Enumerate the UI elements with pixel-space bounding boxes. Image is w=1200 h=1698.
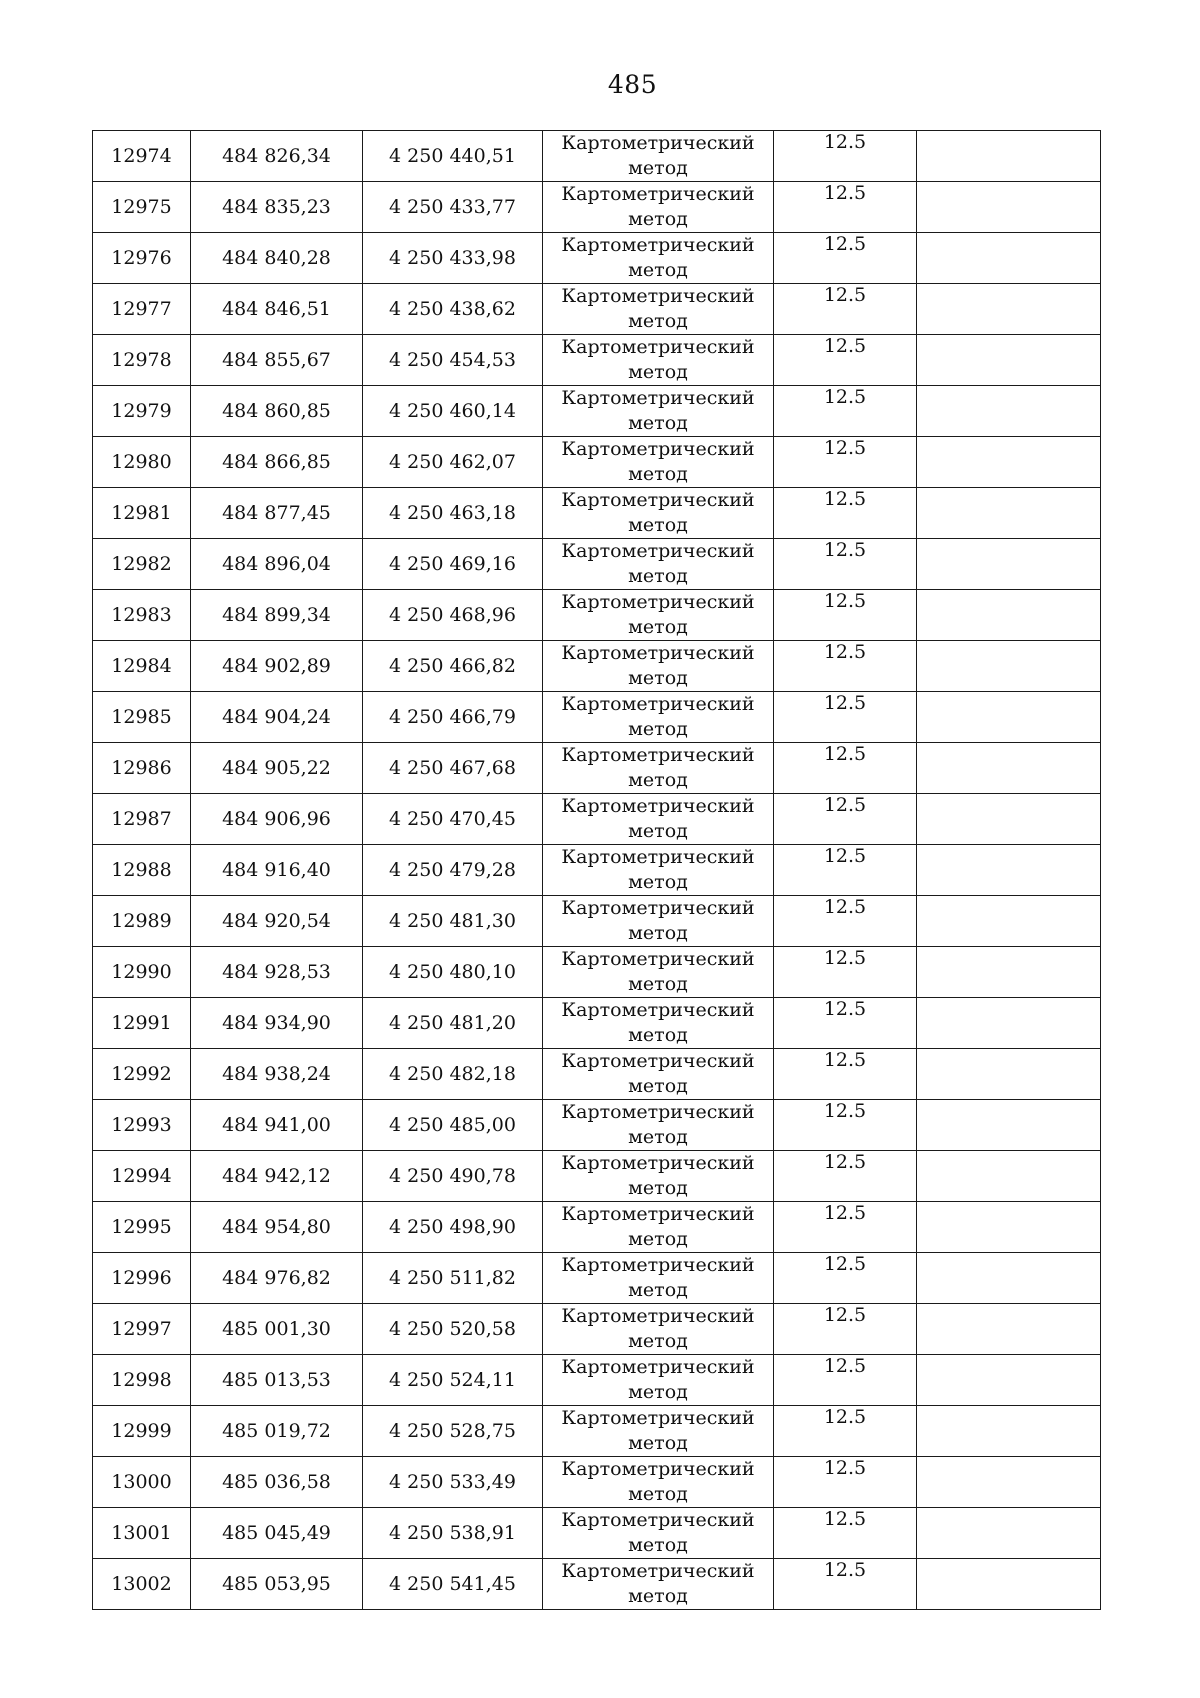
method-line-2: метод [628, 1279, 688, 1301]
method-line-2: метод [628, 157, 688, 179]
accuracy-cell: 12.5 [774, 539, 917, 590]
method-line-2: метод [628, 871, 688, 893]
point-number-cell: 12974 [93, 131, 191, 182]
x-coordinate-cell: 484 826,34 [191, 131, 363, 182]
method-line-1: Картометрический [561, 336, 755, 358]
x-coordinate-cell: 484 905,22 [191, 743, 363, 794]
method-cell [543, 641, 774, 692]
y-coordinate-cell: 4 250 533,49 [363, 1457, 543, 1508]
note-cell [917, 437, 1101, 488]
y-coordinate-cell: 4 250 480,10 [363, 947, 543, 998]
method-line-2: метод [628, 1075, 688, 1097]
accuracy-cell: 12.5 [774, 692, 917, 743]
method-cell [543, 947, 774, 998]
table-row [93, 845, 1101, 896]
method-cell [543, 1304, 774, 1355]
method-line-1: Картометрический [561, 1254, 755, 1276]
method-cell [543, 1253, 774, 1304]
point-number-cell: 12983 [93, 590, 191, 641]
note-cell [917, 641, 1101, 692]
accuracy-cell: 12.5 [774, 1457, 917, 1508]
coordinates-table-body [93, 131, 1101, 1610]
x-coordinate-cell: 484 920,54 [191, 896, 363, 947]
accuracy-cell: 12.5 [774, 1304, 917, 1355]
point-number-cell: 13001 [93, 1508, 191, 1559]
accuracy-cell: 12.5 [774, 947, 917, 998]
point-number-cell: 12978 [93, 335, 191, 386]
y-coordinate-cell: 4 250 460,14 [363, 386, 543, 437]
method-cell [543, 131, 774, 182]
y-coordinate-cell: 4 250 511,82 [363, 1253, 543, 1304]
point-number-cell: 13000 [93, 1457, 191, 1508]
table-row [93, 1355, 1101, 1406]
x-coordinate-cell: 484 976,82 [191, 1253, 363, 1304]
table-row [93, 131, 1101, 182]
y-coordinate-cell: 4 250 528,75 [363, 1406, 543, 1457]
point-number-cell: 12986 [93, 743, 191, 794]
method-line-1: Картометрический [561, 1458, 755, 1480]
x-coordinate-cell: 484 938,24 [191, 1049, 363, 1100]
method-line-2: метод [628, 1381, 688, 1403]
method-cell [543, 182, 774, 233]
point-number-cell: 12977 [93, 284, 191, 335]
accuracy-cell: 12.5 [774, 488, 917, 539]
y-coordinate-cell: 4 250 524,11 [363, 1355, 543, 1406]
accuracy-cell: 12.5 [774, 335, 917, 386]
y-coordinate-cell: 4 250 463,18 [363, 488, 543, 539]
x-coordinate-cell: 484 860,85 [191, 386, 363, 437]
method-line-1: Картометрический [561, 897, 755, 919]
accuracy-cell: 12.5 [774, 131, 917, 182]
point-number-cell: 12993 [93, 1100, 191, 1151]
y-coordinate-cell: 4 250 433,77 [363, 182, 543, 233]
point-number-cell: 12988 [93, 845, 191, 896]
table-row [93, 1304, 1101, 1355]
x-coordinate-cell: 485 036,58 [191, 1457, 363, 1508]
table-row [93, 233, 1101, 284]
point-number-cell: 12976 [93, 233, 191, 284]
table-row [93, 1457, 1101, 1508]
table-row [93, 335, 1101, 386]
y-coordinate-cell: 4 250 468,96 [363, 590, 543, 641]
note-cell [917, 947, 1101, 998]
method-cell [543, 1457, 774, 1508]
y-coordinate-cell: 4 250 538,91 [363, 1508, 543, 1559]
method-line-2: метод [628, 208, 688, 230]
method-cell [543, 335, 774, 386]
x-coordinate-cell: 484 846,51 [191, 284, 363, 335]
method-line-2: метод [628, 973, 688, 995]
method-line-2: метод [628, 310, 688, 332]
coordinates-table [92, 130, 1101, 1610]
y-coordinate-cell: 4 250 454,53 [363, 335, 543, 386]
x-coordinate-cell: 484 840,28 [191, 233, 363, 284]
point-number-cell: 12981 [93, 488, 191, 539]
method-line-1: Картометрический [561, 1050, 755, 1072]
method-cell [543, 896, 774, 947]
method-line-2: метод [628, 1177, 688, 1199]
note-cell [917, 386, 1101, 437]
point-number-cell: 12992 [93, 1049, 191, 1100]
note-cell [917, 1457, 1101, 1508]
point-number-cell: 12989 [93, 896, 191, 947]
accuracy-cell: 12.5 [774, 1253, 917, 1304]
accuracy-cell: 12.5 [774, 233, 917, 284]
method-cell [543, 386, 774, 437]
method-cell [543, 1049, 774, 1100]
accuracy-cell: 12.5 [774, 998, 917, 1049]
table-row [93, 1406, 1101, 1457]
table-row [93, 692, 1101, 743]
method-cell [543, 743, 774, 794]
x-coordinate-cell: 484 835,23 [191, 182, 363, 233]
method-cell [543, 539, 774, 590]
accuracy-cell: 12.5 [774, 437, 917, 488]
x-coordinate-cell: 484 896,04 [191, 539, 363, 590]
x-coordinate-cell: 485 001,30 [191, 1304, 363, 1355]
point-number-cell: 12979 [93, 386, 191, 437]
method-line-2: метод [628, 1483, 688, 1505]
method-line-2: метод [628, 361, 688, 383]
method-cell [543, 437, 774, 488]
note-cell [917, 1406, 1101, 1457]
table-row [93, 998, 1101, 1049]
accuracy-cell: 12.5 [774, 1151, 917, 1202]
method-line-1: Картометрический [561, 744, 755, 766]
table-row [93, 590, 1101, 641]
point-number-cell: 12998 [93, 1355, 191, 1406]
method-line-1: Картометрический [561, 1407, 755, 1429]
accuracy-cell: 12.5 [774, 590, 917, 641]
x-coordinate-cell: 484 934,90 [191, 998, 363, 1049]
accuracy-cell: 12.5 [774, 1100, 917, 1151]
method-cell [543, 1508, 774, 1559]
method-cell [543, 488, 774, 539]
y-coordinate-cell: 4 250 433,98 [363, 233, 543, 284]
table-row [93, 1508, 1101, 1559]
y-coordinate-cell: 4 250 490,78 [363, 1151, 543, 1202]
y-coordinate-cell: 4 250 520,58 [363, 1304, 543, 1355]
table-row [93, 386, 1101, 437]
method-line-2: метод [628, 616, 688, 638]
method-cell [543, 998, 774, 1049]
x-coordinate-cell: 485 013,53 [191, 1355, 363, 1406]
x-coordinate-cell: 485 053,95 [191, 1559, 363, 1610]
accuracy-cell: 12.5 [774, 1202, 917, 1253]
note-cell [917, 182, 1101, 233]
method-line-1: Картометрический [561, 999, 755, 1021]
method-cell [543, 1355, 774, 1406]
table-row [93, 794, 1101, 845]
method-cell [543, 845, 774, 896]
note-cell [917, 743, 1101, 794]
method-line-2: метод [628, 1330, 688, 1352]
x-coordinate-cell: 484 941,00 [191, 1100, 363, 1151]
y-coordinate-cell: 4 250 541,45 [363, 1559, 543, 1610]
x-coordinate-cell: 484 928,53 [191, 947, 363, 998]
y-coordinate-cell: 4 250 440,51 [363, 131, 543, 182]
x-coordinate-cell: 484 902,89 [191, 641, 363, 692]
table-row [93, 488, 1101, 539]
method-cell [543, 1202, 774, 1253]
method-cell [543, 1406, 774, 1457]
note-cell [917, 1253, 1101, 1304]
table-row [93, 1202, 1101, 1253]
method-line-1: Картометрический [561, 846, 755, 868]
y-coordinate-cell: 4 250 462,07 [363, 437, 543, 488]
method-line-2: метод [628, 412, 688, 434]
method-line-1: Картометрический [561, 540, 755, 562]
table-row [93, 641, 1101, 692]
table-row [93, 539, 1101, 590]
method-line-1: Картометрический [561, 1509, 755, 1531]
y-coordinate-cell: 4 250 470,45 [363, 794, 543, 845]
point-number-cell: 12991 [93, 998, 191, 1049]
note-cell [917, 1355, 1101, 1406]
method-line-1: Картометрический [561, 948, 755, 970]
method-line-2: метод [628, 1126, 688, 1148]
note-cell [917, 1304, 1101, 1355]
method-line-1: Картометрический [561, 693, 755, 715]
note-cell [917, 539, 1101, 590]
table-row [93, 437, 1101, 488]
accuracy-cell: 12.5 [774, 743, 917, 794]
x-coordinate-cell: 485 045,49 [191, 1508, 363, 1559]
note-cell [917, 488, 1101, 539]
method-line-2: метод [628, 463, 688, 485]
method-cell [543, 284, 774, 335]
note-cell [917, 284, 1101, 335]
y-coordinate-cell: 4 250 438,62 [363, 284, 543, 335]
y-coordinate-cell: 4 250 482,18 [363, 1049, 543, 1100]
method-line-2: метод [628, 1432, 688, 1454]
y-coordinate-cell: 4 250 485,00 [363, 1100, 543, 1151]
accuracy-cell: 12.5 [774, 1406, 917, 1457]
method-line-1: Картометрический [561, 591, 755, 613]
method-line-1: Картометрический [561, 795, 755, 817]
point-number-cell: 12997 [93, 1304, 191, 1355]
method-line-2: метод [628, 1585, 688, 1607]
y-coordinate-cell: 4 250 481,30 [363, 896, 543, 947]
method-line-2: метод [628, 514, 688, 536]
table-row [93, 1559, 1101, 1610]
x-coordinate-cell: 484 942,12 [191, 1151, 363, 1202]
note-cell [917, 1508, 1101, 1559]
table-row [93, 1151, 1101, 1202]
accuracy-cell: 12.5 [774, 1508, 917, 1559]
y-coordinate-cell: 4 250 469,16 [363, 539, 543, 590]
point-number-cell: 12995 [93, 1202, 191, 1253]
x-coordinate-cell: 484 904,24 [191, 692, 363, 743]
method-line-2: метод [628, 667, 688, 689]
method-line-1: Картометрический [561, 1356, 755, 1378]
accuracy-cell: 12.5 [774, 1355, 917, 1406]
accuracy-cell: 12.5 [774, 845, 917, 896]
table-row [93, 1253, 1101, 1304]
note-cell [917, 335, 1101, 386]
method-line-1: Картометрический [561, 438, 755, 460]
method-line-2: метод [628, 1534, 688, 1556]
note-cell [917, 1202, 1101, 1253]
method-line-1: Картометрический [561, 132, 755, 154]
x-coordinate-cell: 484 877,45 [191, 488, 363, 539]
x-coordinate-cell: 484 855,67 [191, 335, 363, 386]
y-coordinate-cell: 4 250 481,20 [363, 998, 543, 1049]
method-line-2: метод [628, 565, 688, 587]
method-line-2: метод [628, 718, 688, 740]
method-cell [543, 794, 774, 845]
accuracy-cell: 12.5 [774, 1049, 917, 1100]
point-number-cell: 12975 [93, 182, 191, 233]
method-cell [543, 233, 774, 284]
y-coordinate-cell: 4 250 498,90 [363, 1202, 543, 1253]
method-line-2: метод [628, 1024, 688, 1046]
method-cell [543, 1100, 774, 1151]
method-cell [543, 1559, 774, 1610]
accuracy-cell: 12.5 [774, 794, 917, 845]
note-cell [917, 131, 1101, 182]
note-cell [917, 1559, 1101, 1610]
table-row [93, 896, 1101, 947]
point-number-cell: 13002 [93, 1559, 191, 1610]
y-coordinate-cell: 4 250 467,68 [363, 743, 543, 794]
method-line-1: Картометрический [561, 1305, 755, 1327]
method-line-1: Картометрический [561, 642, 755, 664]
note-cell [917, 896, 1101, 947]
note-cell [917, 794, 1101, 845]
table-row [93, 182, 1101, 233]
table-row [93, 947, 1101, 998]
point-number-cell: 12996 [93, 1253, 191, 1304]
x-coordinate-cell: 484 916,40 [191, 845, 363, 896]
method-line-2: метод [628, 1228, 688, 1250]
table-row [93, 1100, 1101, 1151]
accuracy-cell: 12.5 [774, 641, 917, 692]
x-coordinate-cell: 484 899,34 [191, 590, 363, 641]
table-row [93, 743, 1101, 794]
method-line-2: метод [628, 259, 688, 281]
accuracy-cell: 12.5 [774, 182, 917, 233]
point-number-cell: 12990 [93, 947, 191, 998]
method-line-1: Картометрический [561, 1203, 755, 1225]
point-number-cell: 12987 [93, 794, 191, 845]
table-row [93, 284, 1101, 335]
point-number-cell: 12999 [93, 1406, 191, 1457]
method-cell [543, 692, 774, 743]
point-number-cell: 12980 [93, 437, 191, 488]
note-cell [917, 1049, 1101, 1100]
method-line-1: Картометрический [561, 1152, 755, 1174]
point-number-cell: 12994 [93, 1151, 191, 1202]
accuracy-cell: 12.5 [774, 284, 917, 335]
method-cell [543, 590, 774, 641]
y-coordinate-cell: 4 250 479,28 [363, 845, 543, 896]
note-cell [917, 590, 1101, 641]
method-line-1: Картометрический [561, 1101, 755, 1123]
page-number: 485 [607, 70, 658, 99]
x-coordinate-cell: 485 019,72 [191, 1406, 363, 1457]
method-line-1: Картометрический [561, 234, 755, 256]
x-coordinate-cell: 484 906,96 [191, 794, 363, 845]
point-number-cell: 12984 [93, 641, 191, 692]
point-number-cell: 12985 [93, 692, 191, 743]
method-line-2: метод [628, 922, 688, 944]
method-line-2: метод [628, 820, 688, 842]
method-line-1: Картометрический [561, 387, 755, 409]
x-coordinate-cell: 484 954,80 [191, 1202, 363, 1253]
method-line-1: Картометрический [561, 285, 755, 307]
x-coordinate-cell: 484 866,85 [191, 437, 363, 488]
y-coordinate-cell: 4 250 466,79 [363, 692, 543, 743]
note-cell [917, 233, 1101, 284]
method-line-2: метод [628, 769, 688, 791]
note-cell [917, 845, 1101, 896]
point-number-cell: 12982 [93, 539, 191, 590]
y-coordinate-cell: 4 250 466,82 [363, 641, 543, 692]
note-cell [917, 998, 1101, 1049]
accuracy-cell: 12.5 [774, 896, 917, 947]
method-line-1: Картометрический [561, 489, 755, 511]
table-row [93, 1049, 1101, 1100]
accuracy-cell: 12.5 [774, 386, 917, 437]
note-cell [917, 1151, 1101, 1202]
method-cell [543, 1151, 774, 1202]
note-cell [917, 692, 1101, 743]
method-line-1: Картометрический [561, 183, 755, 205]
accuracy-cell: 12.5 [774, 1559, 917, 1610]
method-line-1: Картометрический [561, 1560, 755, 1582]
note-cell [917, 1100, 1101, 1151]
